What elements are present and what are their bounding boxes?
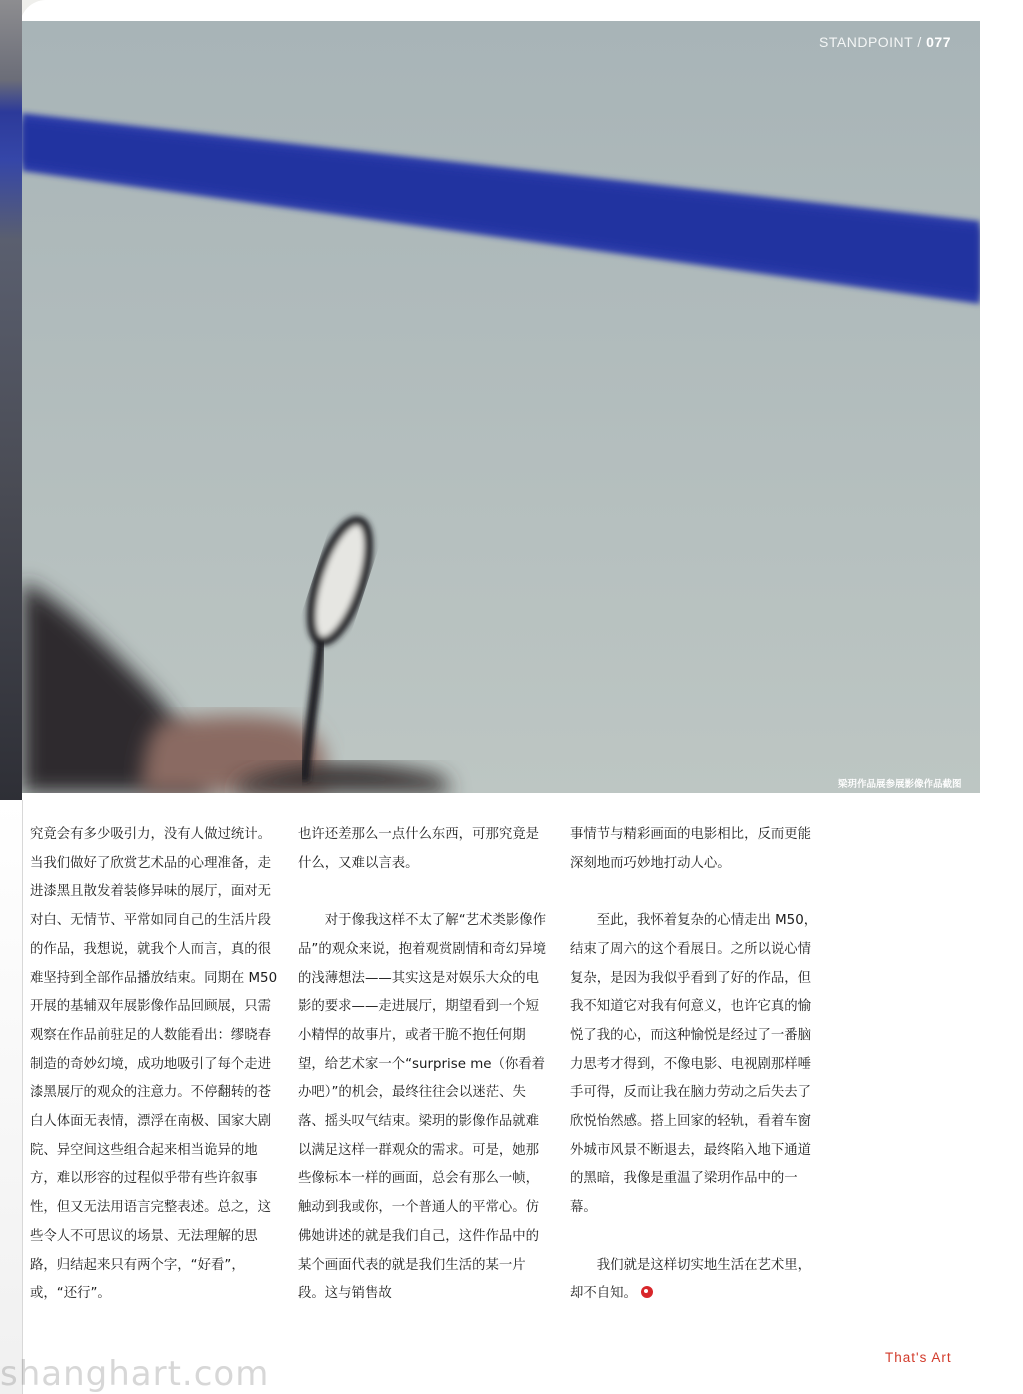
previous-page-edge (0, 0, 22, 800)
text-column-1 (30, 821, 278, 1309)
final-text: 我们就是这样切实地生活在艺术里，却不自知。 (570, 1257, 812, 1302)
paragraph: 事情节与精彩画面的电影相比，反而更能深刻地而巧妙地打动人心。 (570, 827, 812, 871)
paragraph: 对于像我这样不太了解“艺术类影像作品”的观众来说，抱着观赏剧情和奇幻异境的浅薄想法——其实这是对娱乐大众的电影的要求——走进展厅，期望看到一个短小精悍的故事片，或者干脆不抱任何期望，给艺术家一个“surprise me（你看着办吧）”的机会，最终往往会以迷茫、失落、摇头叹气结束。梁玥的影像作品就难以满足这样一群观众的需求。可是，她那些像标本一样的画面，总会有那么一帧，触动到我或你，一个普通人的平常心。仿佛她讲述的就是我们自己，这件作品中的某个画面代表的就是我们生活的某一片段。这与销售故 (298, 913, 546, 1302)
text-column-2 (298, 821, 552, 1309)
paragraph: 至此，我怀着复杂的心情走出 M50，结束了周六的这个看展日。之所以说心情复杂，是因为我似乎看到了好的作品，但我不知道它对我有何意义，也许它真的愉悦了我的心，而这种愉悦是经过了一番脑力思考才得到，不像电影、电视剧那样唾手可得，反而让我在脑力劳动之后失去了欣悦怡然感。搭上回家的轻轨，看着车窗外城市风景不断退去，最终陷入地下通道的黑暗，我像是重温了梁玥作品中的一幕。 (570, 913, 818, 1216)
paragraph: 究竟会有多少吸引力，没有人做过统计。当我们做好了欣赏艺术品的心理准备，走进漆黑且散发着装修异味的展厅，面对无对白、无情节、平常如同自己的生活片段的作品，我想说，就我个人而言，真的很难坚持到全部作品播放结束。同期在 M50 开展的基辅双年展影像作品回顾展，只需观察在作品前驻足的人数能看出：缪晓春制造的奇妙幻境，成功地吸引了每个走进漆黑展厅的观众的注意力。不停翻转的苍白人体面无表情，漂浮在南极、国家大剧院、异空间这些组合起来相当诡异的地方，难以形容的过程似乎带有些许叙事性，但又无法用语言完整表述。总之，这些令人不可思议的场景、无法理解的思路，归结起来只有两个字，“好看”，或，“还行”。 (30, 827, 278, 1302)
page-header (819, 34, 951, 50)
paragraph-final (570, 1252, 824, 1309)
previous-page-edge-lower (0, 800, 23, 1394)
page-number: 077 (926, 34, 951, 50)
section-label: STANDPOINT / (819, 34, 922, 50)
artwork-photo-graphic (22, 21, 980, 793)
photo-caption: 梁玥作品展参展影像作品截图 (838, 779, 962, 790)
paragraph: 也许还差那么一点什么东西，可那究竟是什么，又难以言表。 (298, 827, 540, 871)
magazine-brand: That's Art (885, 1350, 952, 1365)
text-column-3 (570, 821, 824, 1309)
watermark: shanghart.com (0, 1354, 270, 1394)
artwork-photo (22, 21, 980, 793)
end-mark-icon (641, 1286, 653, 1298)
